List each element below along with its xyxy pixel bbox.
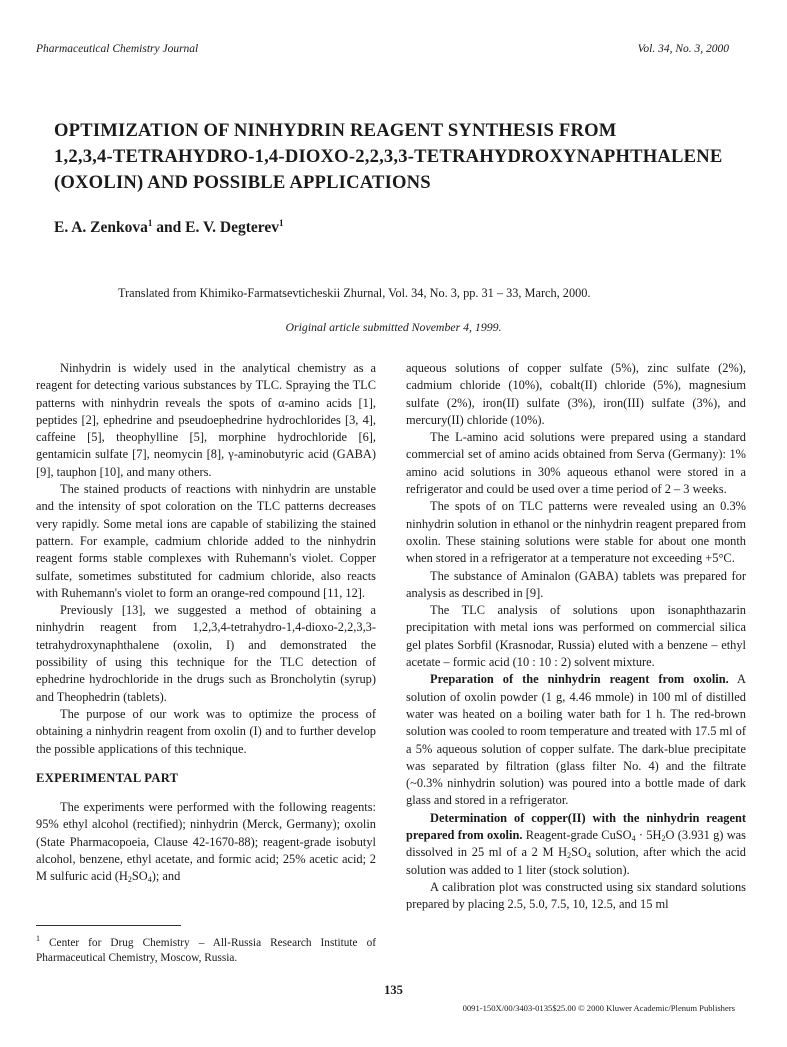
text-run: Reagent-grade CuSO bbox=[522, 828, 632, 843]
subscript: 4 bbox=[147, 875, 152, 885]
paragraph: The spots of on TLC patterns were revealed using an 0.3% ninhydrin solution in ethanol or the ninhydrin reagent prepared from oxolin. These staining solutions were stable for about one month when stored in a refrigerator at a temperature not exceeding +5°C. bbox=[406, 499, 746, 566]
running-header-volume: Vol. 34, No. 3, 2000 bbox=[637, 43, 729, 55]
subscript: 2 bbox=[567, 851, 572, 861]
author-name: E. V. Degterev bbox=[185, 219, 279, 236]
paragraph: aqueous solutions of copper sulfate (5%), zinc sulfate (2%), cadmium chloride (10%), cobalt(II) chloride (5%), magnesium sulfate (2%), iron(II) sulfate (3%), iron(III) sulfate (3%), and mercury(II) chloride (10%). bbox=[406, 361, 746, 427]
subscript: 2 bbox=[127, 875, 132, 885]
footnote-mark: 1 bbox=[36, 934, 40, 944]
right-column bbox=[406, 360, 746, 914]
author-conjunction: and bbox=[152, 219, 186, 236]
text-run: The experiments were performed with the following reagents: 95% ethyl alcohol (rectified); ninhydrin (Merck, Germany); oxolin (State Pharmacopoeia, Clause 42-1670-88); reagent-grade isobutyl alcohol, benzene, ethyl acetate, and formic acid; 25% acetic acid; 2 M sulfuric acid (H bbox=[36, 800, 376, 884]
running-header-journal: Pharmaceutical Chemistry Journal bbox=[36, 43, 199, 55]
paragraph: A calibration plot was constructed using six standard solutions prepared by placing 2.5, 5.0, 7.5, 10, 12.5, and 15 ml bbox=[406, 879, 746, 912]
paragraph: The L-amino acid solutions were prepared using a standard commercial set of amino acids obtained from Serva (Germany): 1% amino acid solutions in 30% aqueous ethanol were stored in a refrigerator and could be used over a time period of 2 – 3 weeks. bbox=[406, 430, 746, 497]
section-heading: EXPERIMENTAL PART bbox=[36, 770, 179, 785]
subscript: 2 bbox=[661, 834, 666, 844]
text-run: · 5H bbox=[635, 828, 662, 843]
subscript: 4 bbox=[631, 834, 636, 844]
paragraph: Previously [13], we suggested a method of obtaining a ninhydrin reagent from 1,2,3,4-tetrahydro-1,4-dioxo-2,2,3,3-tetrahydroxynaphthalene (oxolin, I) and demonstrated the possibility of using this technique for the TLC detection of ephedrine hydrochloride in the drugs such as Broncholytin (syrup) and Theophedrin (tablets). bbox=[36, 603, 376, 704]
paragraph: The purpose of our work was to optimize the process of obtaining a ninhydrin reagent from oxolin (I) and to further develop the possible applications of this technique. bbox=[36, 706, 376, 756]
run-in-heading: Preparation of the ninhydrin reagent from oxolin. bbox=[430, 672, 729, 687]
affiliation-mark: 1 bbox=[147, 217, 153, 228]
page-number: 135 bbox=[384, 983, 403, 997]
paragraph bbox=[36, 799, 376, 885]
text-run: SO bbox=[571, 845, 587, 860]
left-column bbox=[36, 360, 376, 886]
title-line: 1,2,3,4-TETRAHYDRO-1,4-DIOXO-2,2,3,3-TETRAHYDROXYNAPHTHALENE bbox=[54, 146, 723, 167]
title-line: OPTIMIZATION OF NINHYDRIN REAGENT SYNTHESIS FROM bbox=[54, 120, 617, 141]
authors bbox=[54, 219, 284, 237]
paragraph: The substance of Aminalon (GABA) tablets was prepared for analysis as described in [9]. bbox=[406, 568, 746, 600]
article-title bbox=[54, 118, 754, 196]
paragraph: Ninhydrin is widely used in the analytical chemistry as a reagent for detecting various substances by TLC. Spraying the TLC patterns with ninhydrin reveals the spots of α-amino acids [1], peptides [2], ephedrine and pseudoephedrine hydrochlorides [3, 4], caffeine [5], theophylline [5], morphine hydrochloride [6], gentamicin sulfate [7], neomycin [8], γ-aminobutyric acid (GABA) [9], tauphon [10], and many others. bbox=[36, 361, 376, 479]
paragraph bbox=[406, 810, 746, 879]
paragraph: The TLC analysis of solutions upon isonaphthazarin precipitation with metal ions was performed on commercial silica gel plates Sorbfil (Krasnodar, Russia) eluted with a benzene – ethyl acetate – formic acid (10 : 10 : 2) solvent mixture. bbox=[406, 603, 746, 670]
footnote bbox=[36, 936, 376, 966]
subscript: 4 bbox=[586, 851, 591, 861]
text-run: solution, after which the acid solution was added to 1 liter (stock solution). bbox=[406, 845, 746, 877]
text-run: ); and bbox=[151, 869, 181, 884]
footnote-divider bbox=[36, 925, 181, 926]
affiliation-mark: 1 bbox=[279, 217, 284, 228]
text-run: A solution of oxolin powder (1 g, 4.46 mmole) in 100 ml of distilled water was heated on a boiling water bath for 1 h. The red-brown solution was cooled to room temperature and treated with 17.5 ml of a 5% aqueous solution of copper sulfate. The dark-blue precipitate was separated by filtration (glass filter No. 4) and the filtrate (~0.3% ninhydrin solution) was poured into a bottle made of dark glass and stored in a refrigerator. bbox=[406, 672, 746, 808]
footnote-text: Center for Drug Chemistry – All-Russia Research Institute of Pharmaceutical Chemistry, Moscow, Russia. bbox=[36, 937, 376, 964]
translation-note: Translated from Khimiko-Farmatsevticheskii Zhurnal, Vol. 34, No. 3, pp. 31 – 33, March, 2000. bbox=[118, 286, 591, 300]
paragraph: The stained products of reactions with ninhydrin are unstable and the intensity of spot coloration on the TLC patterns decreases very rapidly. Some metal ions are capable of stabilizing the stained pattern. For example, cadmium chloride added to the ninhydrin reagent forms stable complexes with Ruhemann's violet. Copper sulfate, sometimes substituted for cadmium chloride, also reacts with Ruhemann's violet to form an orange-red compound [11, 12]. bbox=[36, 482, 376, 600]
paragraph bbox=[406, 671, 746, 809]
title-line: (OXOLIN) AND POSSIBLE APPLICATIONS bbox=[54, 172, 431, 193]
run-in-heading: Determination of copper(II) with the ninhydrin reagent prepared from oxolin. bbox=[406, 810, 746, 843]
issn-copyright-line: 0091-150X/00/3403-0135$25.00 © 2000 Kluwer Academic/Plenum Publishers bbox=[462, 1003, 735, 1013]
text-run: SO bbox=[131, 869, 148, 884]
text-run: O (3.931 g) was dissolved in 25 ml of a 2 M H bbox=[406, 828, 747, 860]
author-name: E. A. Zenkova bbox=[54, 219, 148, 236]
submission-date: Original article submitted November 4, 1999. bbox=[285, 320, 502, 334]
